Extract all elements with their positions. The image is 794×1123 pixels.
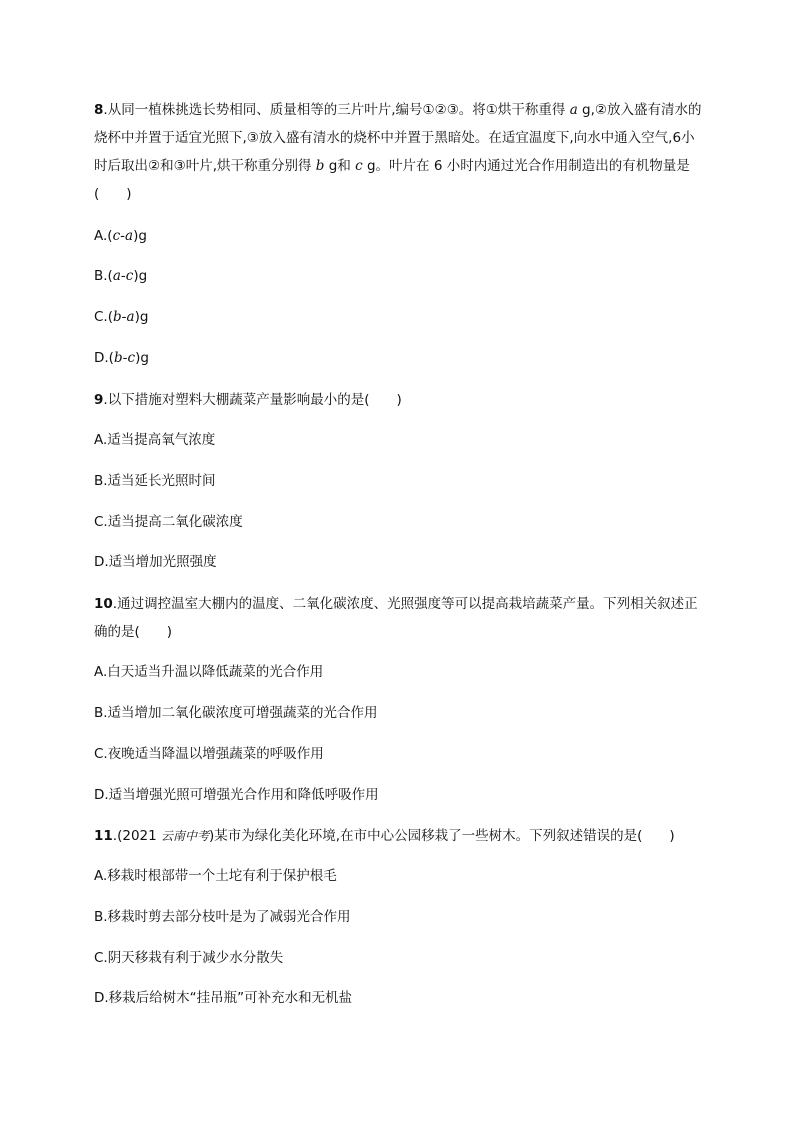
variable-a: a <box>569 102 578 118</box>
option-prefix: D.( <box>94 350 114 366</box>
stem-text: .从同一植株挑选长势相同、质量相等的三片叶片,编号①②③。将①烘干称重得 <box>103 102 570 118</box>
stem-text: g。叶片在 6 小时内通过光合作用制造出的有机物量是( ) <box>94 158 690 202</box>
option-variable: c <box>112 228 121 244</box>
option-variable: b <box>113 350 123 366</box>
option-variable: c <box>127 350 136 366</box>
option-b: B.适当延长光照时间 <box>94 473 216 489</box>
question-10-stem <box>94 590 704 646</box>
question-number: 8 <box>94 102 104 118</box>
stem-text: .通过调控温室大棚内的温度、二氧化碳浓度、光照强度等可以提高栽培蔬菜产量。下列相关叙述正确的是( ) <box>94 596 698 640</box>
option-a <box>94 226 147 246</box>
option-variable: a <box>126 309 135 325</box>
option-a: A.适当提高氧气浓度 <box>94 432 216 448</box>
option-variable: c <box>125 268 134 284</box>
option-suffix: )g <box>134 309 149 325</box>
option-d: D.移栽后给树木“挂吊瓶”可补充水和无机盐 <box>94 990 353 1006</box>
option-operator: - <box>120 268 126 284</box>
question-9-stem <box>94 386 704 414</box>
option-b: B.适当增加二氧化碳浓度可增强蔬菜的光合作用 <box>94 705 378 721</box>
option-a: A.白天适当升温以降低蔬菜的光合作用 <box>94 664 324 680</box>
option-suffix: )g <box>133 268 148 284</box>
option-d: D.适当增加光照强度 <box>94 554 217 570</box>
option-c: C.适当提高二氧化碳浓度 <box>94 514 243 530</box>
option-suffix: )g <box>135 350 149 366</box>
source-label: 云南中考 <box>161 829 210 843</box>
option-c <box>94 307 148 327</box>
stem-text: .以下措施对塑料大棚蔬菜产量影响最小的是( ) <box>103 392 402 408</box>
source-prefix: .(2021 <box>112 828 162 844</box>
option-b: B.移栽时剪去部分枝叶是为了减弱光合作用 <box>94 909 351 925</box>
option-c: C.夜晚适当降温以增强蔬菜的呼吸作用 <box>94 746 324 762</box>
variable-c: c <box>355 158 363 174</box>
option-prefix: A.( <box>94 228 113 244</box>
question-number: 9 <box>94 392 104 408</box>
question-11-stem <box>94 822 734 850</box>
question-number: 11 <box>94 828 113 844</box>
option-variable: a <box>112 268 121 284</box>
option-prefix: C.( <box>94 309 113 325</box>
option-variable: b <box>112 309 122 325</box>
option-d <box>94 348 149 368</box>
option-operator: - <box>122 350 128 366</box>
question-8-stem <box>94 96 704 208</box>
option-d: D.适当增强光照可增强光合作用和降低呼吸作用 <box>94 787 379 803</box>
stem-text: g和 <box>324 158 356 174</box>
option-b <box>94 266 147 286</box>
option-variable: a <box>125 228 134 244</box>
option-a: A.移栽时根部带一个土坨有利于保护根毛 <box>94 868 337 884</box>
option-suffix: )g <box>133 228 147 244</box>
option-operator: - <box>120 228 125 244</box>
option-prefix: B.( <box>94 268 113 284</box>
option-operator: - <box>121 309 127 325</box>
stem-text: )某市为绿化美化环境,在市中心公园移栽了一些树木。下列叙述错误的是( ) <box>209 828 675 844</box>
variable-b: b <box>315 158 325 174</box>
stem-text: g,②放入盛有清水的烧杯中并置于适宜光照下,③放入盛有清水的烧杯中并置于黑暗处。在适宜温度下,向水中通入空气,6小时后取出②和③叶片,烘干称重分别得 <box>94 102 702 174</box>
question-number: 10 <box>94 596 113 612</box>
option-c: C.阴天移栽有利于减少水分散失 <box>94 950 284 966</box>
